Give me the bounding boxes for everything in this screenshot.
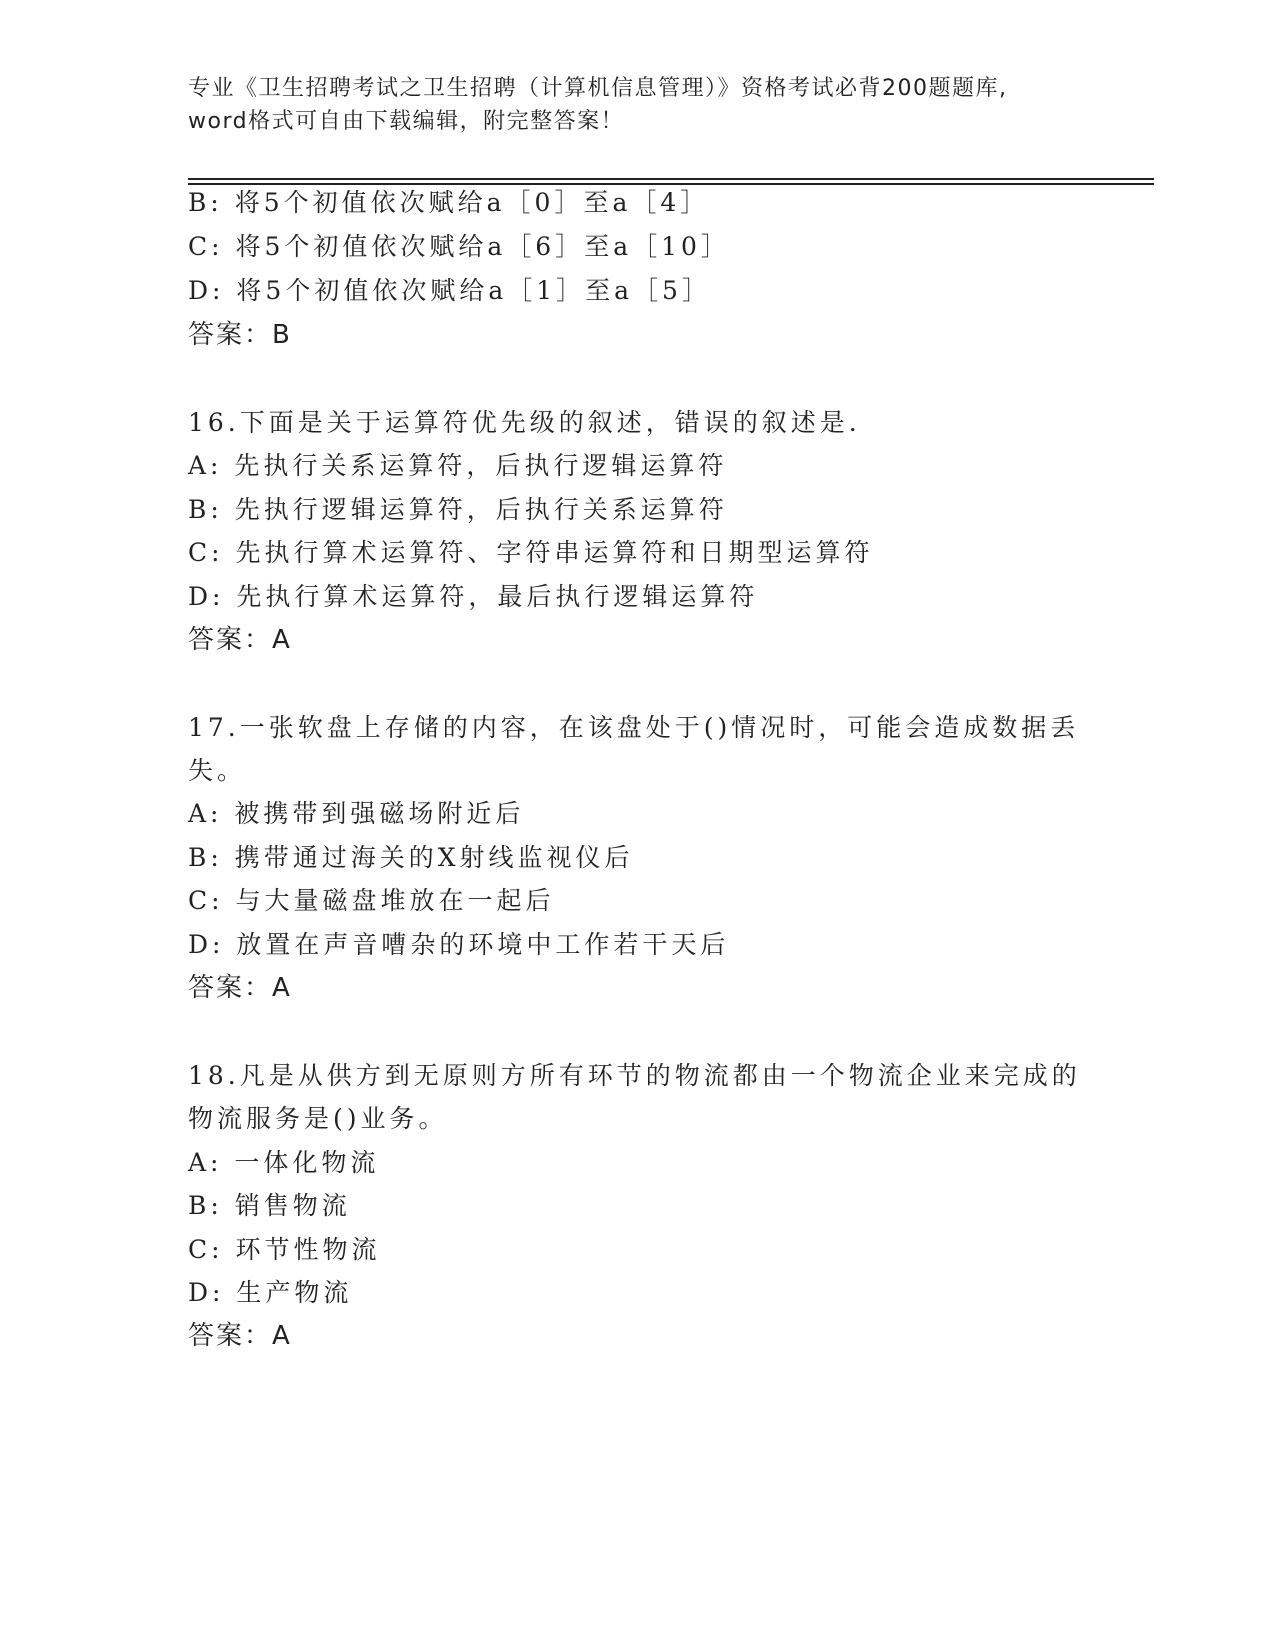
- q16-answer: 答案：A: [188, 625, 292, 655]
- q18-option-c: C: 环节性物流: [188, 1235, 381, 1264]
- q16-option-d: D: 先执行算术运算符，最后执行逻辑运算符: [188, 582, 759, 611]
- q17-option-d: D: 放置在声音嘈杂的环境中工作若干天后: [188, 930, 730, 959]
- header-divider-top: [188, 178, 1154, 180]
- q18-option-b: B: 销售物流: [188, 1191, 351, 1220]
- q16-option-a: A: 先执行关系运算符，后执行逻辑运算符: [188, 451, 728, 480]
- q15-option-b: B: 将5个初值依次赋给a［0］至a［4］: [188, 188, 710, 217]
- q18-question-line-2: 物流服务是()业务。: [188, 1104, 448, 1133]
- q15-option-c: C: 将5个初值依次赋给a［6］至a［10］: [188, 232, 730, 261]
- header-divider-bottom: [188, 183, 1154, 185]
- q16-option-c: C: 先执行算术运算符、字符串运算符和日期型运算符: [188, 538, 874, 567]
- header-title-line-2: word格式可自由下载编辑，附完整答案！: [188, 109, 625, 134]
- q18-option-a: A: 一体化物流: [188, 1148, 380, 1177]
- q18-question-line-1: 18.凡是从供方到无原则方所有环节的物流都由一个物流企业来完成的: [188, 1061, 1081, 1090]
- header-title-line-1: 专业《卫生招聘考试之卫生招聘（计算机信息管理）》资格考试必背200题题库,: [188, 76, 1008, 101]
- q17-option-c: C: 与大量磁盘堆放在一起后: [188, 886, 555, 915]
- q16-question: 16.下面是关于运算符优先级的叙述，错误的叙述是.: [188, 408, 861, 437]
- q15-answer: 答案：B: [188, 320, 292, 350]
- q17-option-a: A: 被携带到强磁场附近后: [188, 799, 525, 828]
- q17-question-line-2: 失。: [188, 756, 247, 785]
- q18-option-d: D: 生产物流: [188, 1278, 353, 1307]
- q18-answer: 答案：A: [188, 1321, 292, 1351]
- document-header: [188, 72, 1088, 138]
- q17-question-line-1: 17.一张软盘上存储的内容，在该盘处于()情况时，可能会造成数据丢: [188, 713, 1080, 742]
- q16-option-b: B: 先执行逻辑运算符，后执行关系运算符: [188, 495, 728, 524]
- q15-option-d: D: 将5个初值依次赋给a［1］至a［5］: [188, 276, 711, 305]
- q17-option-b: B: 携带通过海关的X射线监视仪后: [188, 843, 634, 872]
- q17-answer: 答案：A: [188, 973, 292, 1003]
